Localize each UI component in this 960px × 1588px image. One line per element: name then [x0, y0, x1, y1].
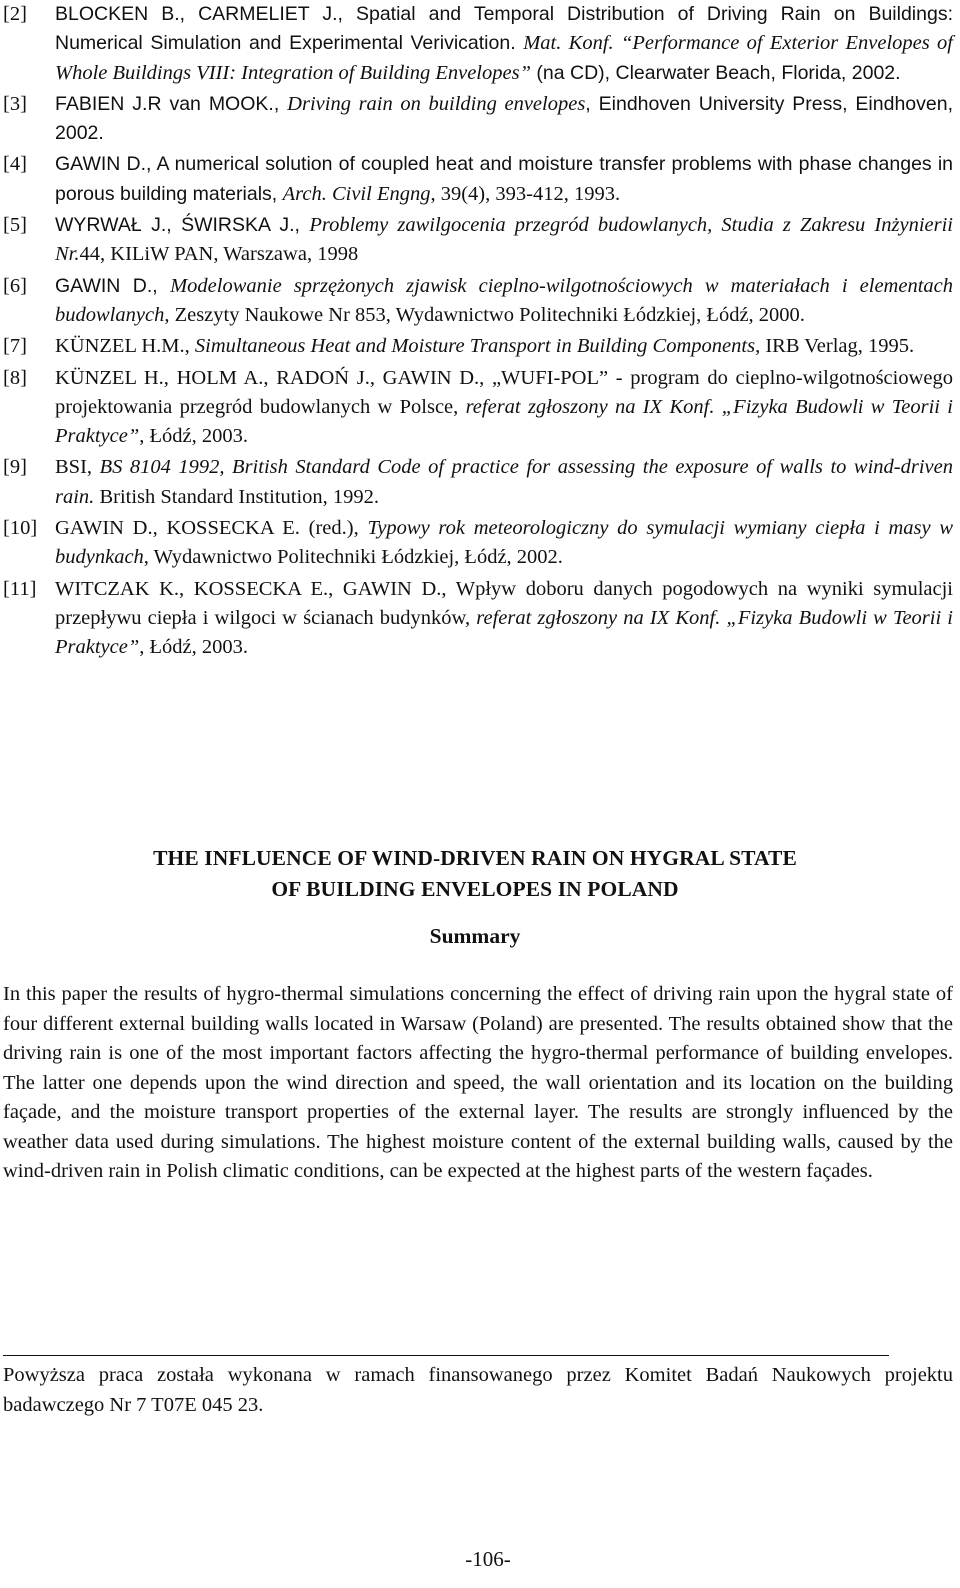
reference-list	[3, 0, 953, 665]
reference-segment: Driving rain on building envelopes	[287, 92, 586, 115]
reference-segment: WITCZAK K., KOSSECKA E., GAWIN D., Wpływ doboru danych pogodowych na wyniki symulacji przepływu ciepła i wilgoci w ścianach budynków,	[55, 577, 953, 629]
reference-number: [2]	[3, 3, 27, 25]
reference-segment: , Eindhoven University Press, Eindhoven, 2002.	[55, 92, 954, 145]
reference-number: [3]	[3, 92, 27, 115]
reference-text	[55, 272, 953, 331]
reference-number: [8]	[3, 366, 27, 389]
reference-text	[55, 211, 953, 270]
paper-title-line-1: THE INFLUENCE OF WIND-DRIVEN RAIN ON HYGRAL STATE	[153, 846, 797, 870]
reference-segment: 44, KILiW PAN, Warszawa, 1998	[79, 243, 359, 266]
reference-segment: Typowy rok meteorologiczny do symulacji wymiany ciepła i masy w budynkach	[55, 517, 954, 569]
reference-number: [6]	[3, 274, 27, 297]
reference-segment: KÜNZEL H.M.,	[55, 335, 195, 358]
reference-segment: WYRWAŁ J., ŚWIRSKA J.,	[55, 214, 310, 237]
reference-item	[3, 90, 953, 149]
reference-number: [4]	[3, 153, 27, 176]
reference-segment: Simultaneous Heat and Moisture Transport in Building Components	[194, 335, 756, 358]
reference-segment: , Łódź, 2003.	[139, 636, 248, 659]
reference-item	[3, 332, 953, 361]
reference-number: [11]	[3, 577, 37, 600]
summary-text: In this paper the results of hygro-thermal simulations concerning the effect of driving rain upon the hygral state of four different external building walls located in Warsaw (Poland) are presented. The results obtained show that the driving rain is one of the most important factors affecting the hygro-thermal performance of building envelopes. The latter one depends upon the wind direction and speed, the wall orientation and its location on the building façade, and the moisture transport properties of the external layer. The results are strongly influenced by the weather data used during simulations. The highest moisture content of the external building walls, caused by the wind-driven rain in Polish climatic conditions, can be expected at the highest parts of the western façades.	[3, 983, 953, 1182]
reference-segment: Problemy zawilgocenia przegród budowlanych, Studia z Zakresu Inżynierii Nr.	[55, 214, 953, 266]
reference-segment: Mat. Konf. “Performance of Exterior Envelopes of Whole Buildings VIII: Integration of Building Envelopes”	[55, 32, 953, 84]
reference-text	[55, 514, 953, 573]
reference-segment: referat zgłoszony na IX Konf. „Fizyka Budowli w Teorii i Praktyce”	[55, 395, 954, 448]
summary-heading: Summary	[429, 924, 521, 948]
reference-segment: , Łódź, 2003.	[139, 425, 248, 448]
reference-item	[3, 150, 953, 209]
reference-segment: , IRB Verlag, 1995.	[755, 335, 915, 358]
reference-segment: GAWIN D.,	[55, 274, 171, 297]
reference-text	[55, 90, 953, 149]
reference-segment: Arch. Civil Engng	[282, 182, 431, 205]
reference-segment: Modelowanie sprzężonych zjawisk cieplno-wilgotnościowych w materiałach i elementach budowlanych	[55, 274, 953, 326]
reference-item	[3, 211, 953, 270]
reference-segment: British Standard Institution, 1992.	[94, 485, 380, 508]
reference-segment: BSI,	[55, 456, 100, 479]
reference-number: [7]	[3, 335, 27, 358]
reference-segment: (na CD), Clearwater Beach, Florida, 2002.	[530, 61, 901, 84]
reference-item	[3, 364, 953, 452]
reference-item	[3, 453, 953, 512]
page-number: -106-	[465, 1547, 511, 1571]
reference-segment: , Wydawnictwo Politechniki Łódzkiej, Łódź, 2002.	[143, 546, 563, 569]
reference-segment: , Zeszyty Naukowe Nr 853, Wydawnictwo Politechniki Łódzkiej, Łódź, 2000.	[164, 303, 805, 326]
reference-text	[55, 575, 953, 663]
reference-segment: GAWIN D., A numerical solution of coupled heat and moisture transfer problems with phase changes in porous building materials,	[55, 153, 953, 205]
paper-title-line-2: OF BUILDING ENVELOPES IN POLAND	[271, 877, 679, 901]
reference-item	[3, 514, 953, 573]
reference-number: [5]	[3, 214, 27, 237]
reference-item	[3, 0, 953, 88]
paper-title	[0, 843, 950, 905]
footnote-text: Powyższa praca została wykonana w ramach finansowanego przez Komitet Badań Naukowych projektu badawczego Nr 7 T07E 045 23.	[3, 1364, 953, 1416]
reference-text	[55, 0, 953, 88]
reference-number: [9]	[3, 456, 27, 479]
reference-segment: referat zgłoszony na IX Konf. „Fizyka Budowli w Teorii i Praktyce”	[55, 606, 953, 659]
reference-segment: BS 8104 1992, British Standard Code of practice for assessing the exposure of walls to wind-driven rain.	[55, 456, 953, 508]
reference-item	[3, 575, 953, 663]
reference-segment: KÜNZEL H., HOLM A., RADOŃ J., GAWIN D., „WUFI-POL” - program do cieplno-wilgotnościowego projektowania przegród budowlanych w Polsce,	[55, 366, 953, 418]
footnote-rule	[3, 1355, 889, 1356]
reference-text	[55, 332, 953, 361]
reference-segment: FABIEN J.R van MOOK.,	[55, 92, 288, 115]
reference-text	[55, 150, 953, 209]
reference-item	[3, 272, 953, 331]
reference-number: [10]	[3, 517, 38, 540]
reference-segment: GAWIN D., KOSSECKA E. (red.),	[55, 517, 368, 540]
reference-segment: BLOCKEN B., CARMELIET J., Spatial and Temporal Distribution of Driving Rain on Buildings: Numerical Simulation and Experimental Verivication.	[55, 3, 953, 55]
reference-text	[55, 453, 953, 512]
reference-text	[55, 364, 953, 452]
reference-segment: , 39(4), 393-412, 1993.	[430, 182, 621, 205]
